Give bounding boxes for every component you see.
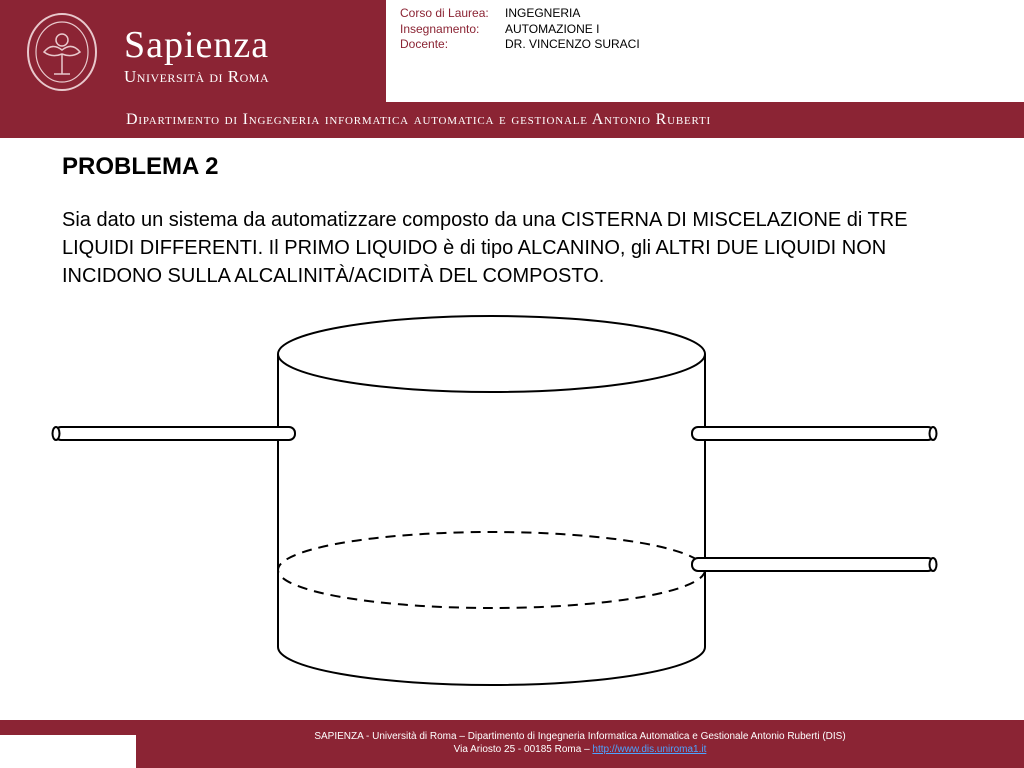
footer-link[interactable]: http://www.dis.uniroma1.it	[592, 744, 707, 755]
tank-top-ellipse	[278, 316, 705, 392]
problem-description: Sia dato un sistema da automatizzare composto da una CISTERNA DI MISCELAZIONE di TRE LIQUIDI DIFFERENTI. Il PRIMO LIQUIDO è di tipo ALCANINO, gli ALTRI DUE LIQUIDI NON INCIDONO SULLA ALCALINITÀ/ACIDITÀ DEL COMPOSTO.	[62, 209, 908, 287]
footer	[136, 720, 1024, 768]
outlet-pipe-right	[692, 558, 937, 571]
inlet-pipe-right	[692, 427, 937, 440]
inlet-pipe-left	[53, 427, 296, 440]
footer-address-line: SAPIENZA - Università di Roma – Dipartimento di Ingegneria Informatica Automatica e Gestionale Antonio Ruberti (DIS)	[314, 731, 846, 742]
brand-subtitle: Università di Roma	[124, 67, 270, 86]
liquid-level-ellipse	[278, 532, 705, 608]
course-value: INGEGNERIA	[505, 6, 581, 20]
teacher-label: Docente:	[400, 37, 449, 51]
teacher-value: DR. VINCENZO SURACI	[505, 37, 640, 51]
footer-street: Via Ariosto 25 - 00185 Roma –	[453, 744, 593, 755]
footer-accent	[0, 720, 136, 735]
department-title: Dipartimento di Ingegneria informatica automatica e gestionale Antonio Ruberti	[126, 111, 711, 128]
course-label: Corso di Laurea:	[400, 6, 489, 20]
subject-value: AUTOMAZIONE I	[505, 21, 600, 36]
footer-contact-line	[136, 744, 1024, 755]
brand-name: Sapienza	[124, 24, 270, 66]
problem-title: PROBLEMA 2	[62, 153, 219, 180]
subject-label: Insegnamento:	[400, 21, 480, 36]
tank-bottom-edge	[278, 647, 705, 685]
